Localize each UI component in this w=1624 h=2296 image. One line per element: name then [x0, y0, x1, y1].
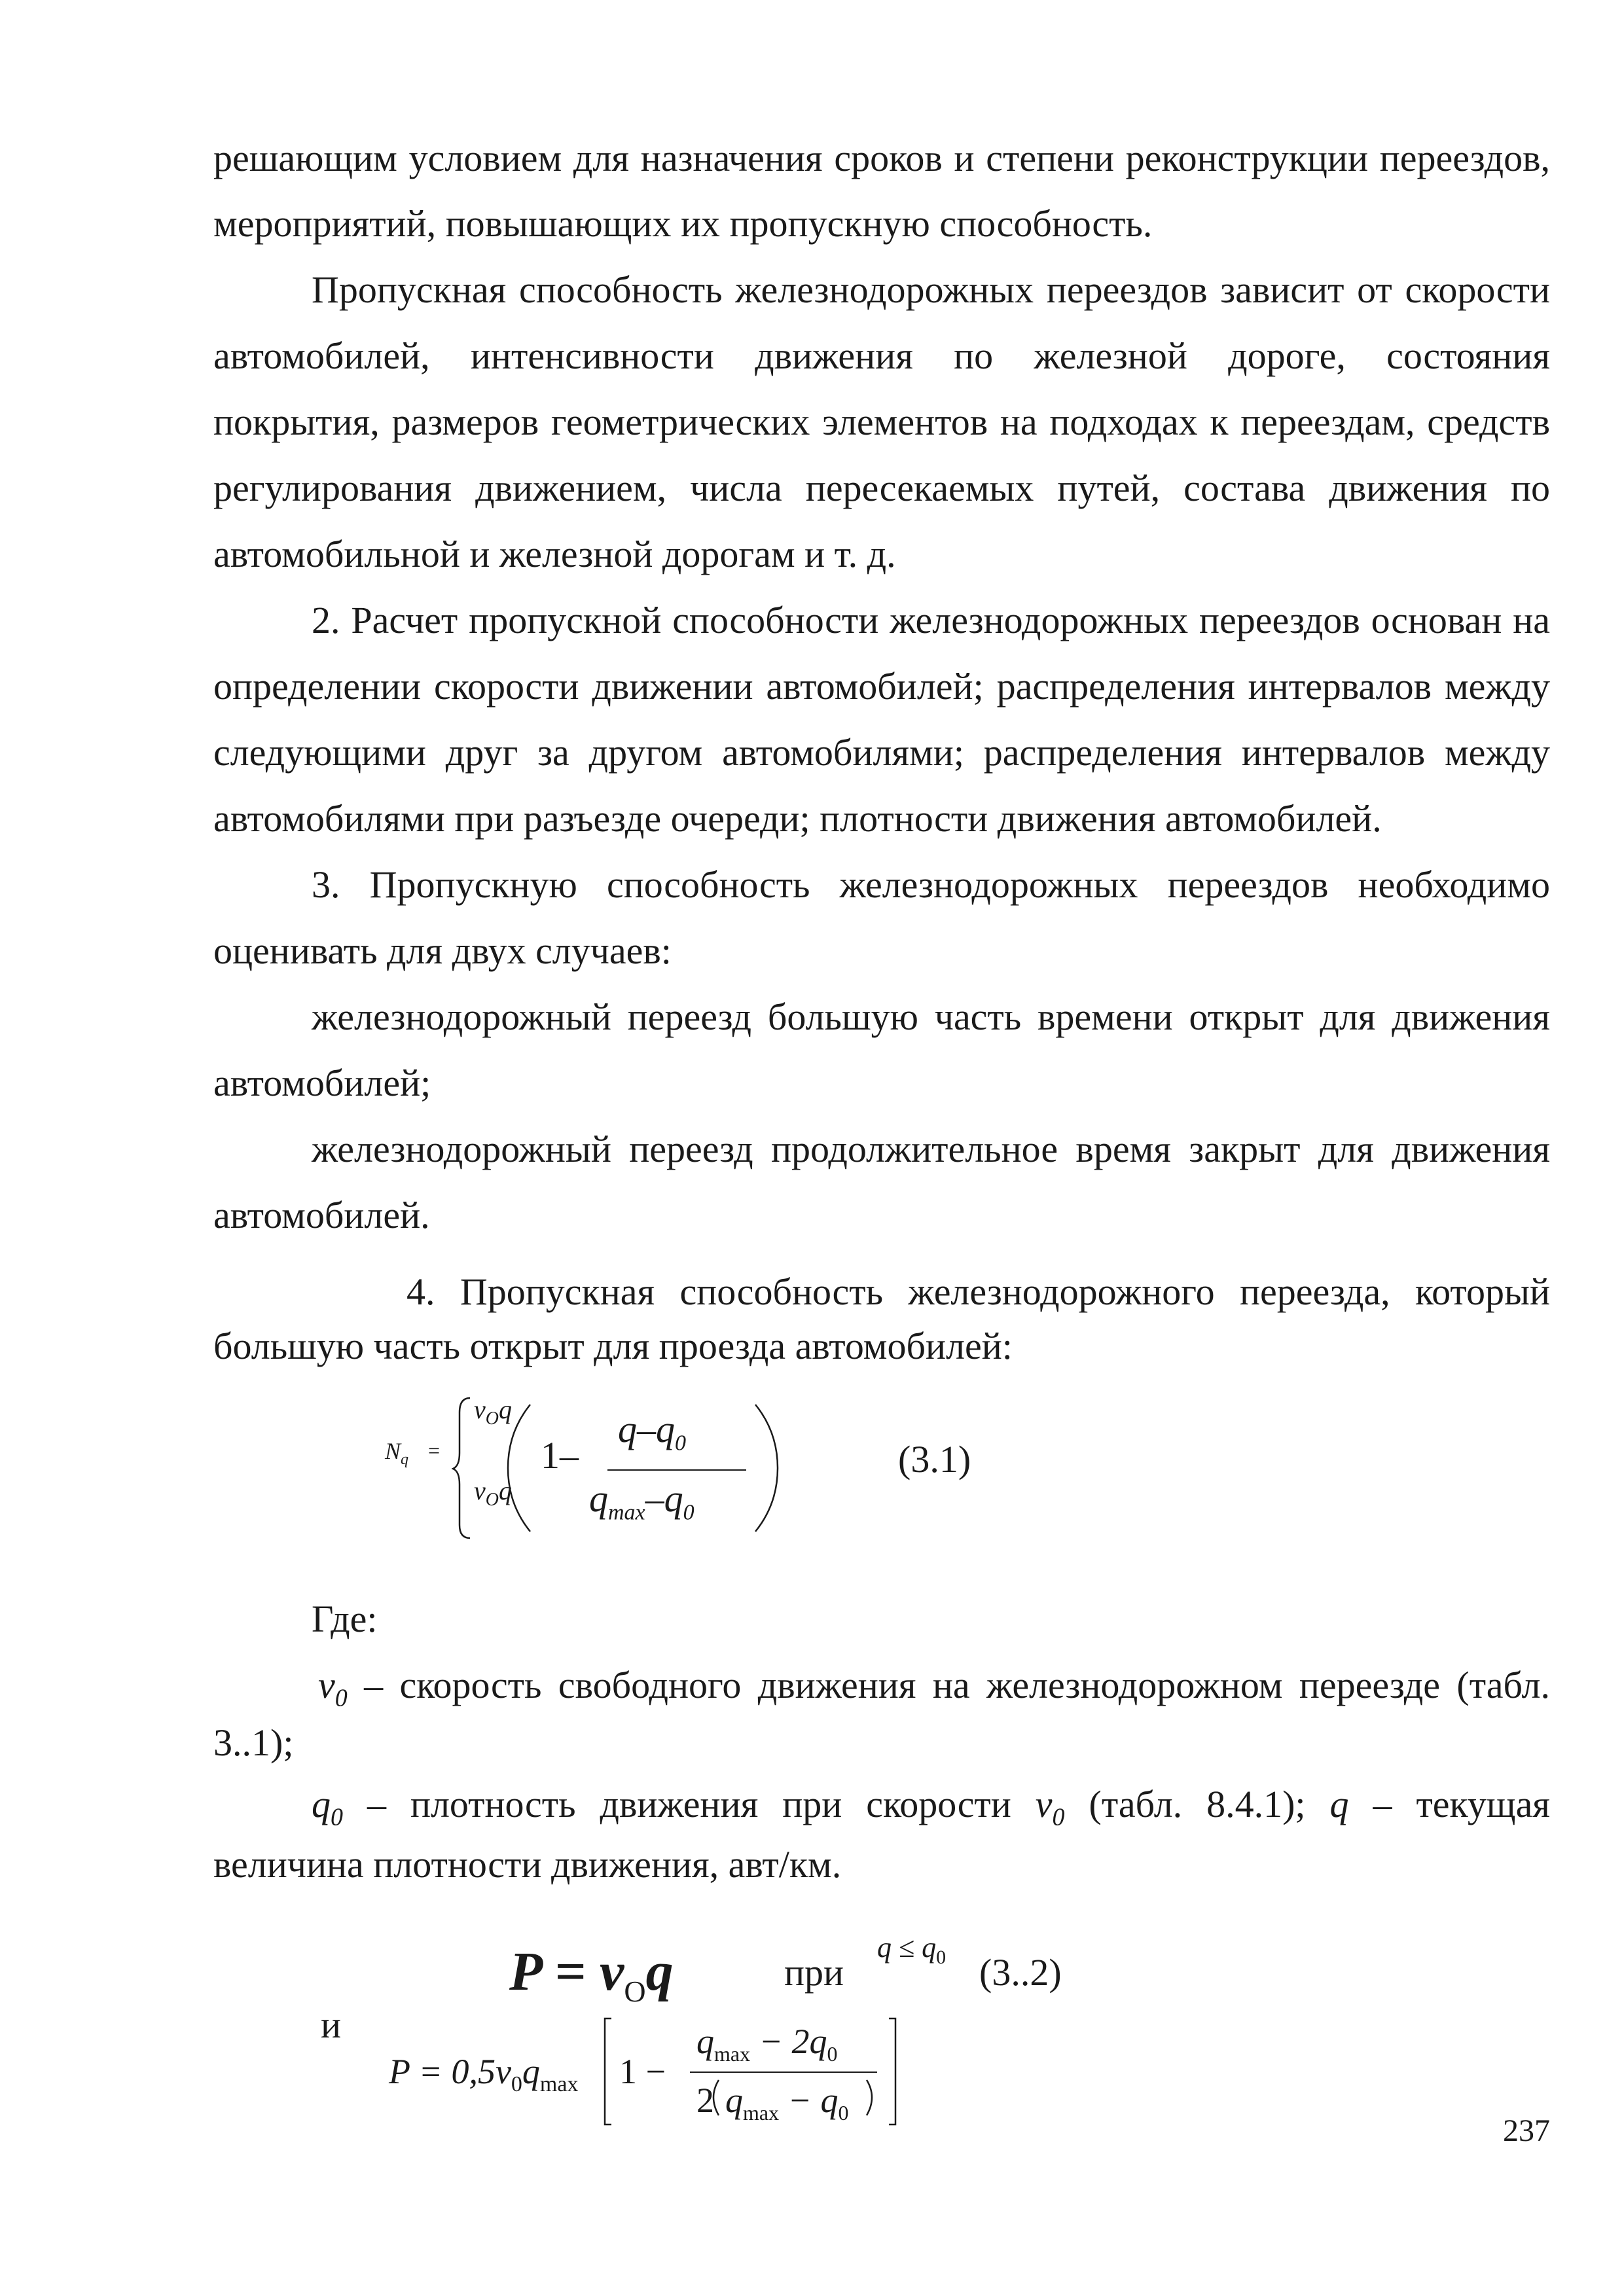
text-line: автомобильной и железной дорогам и т. д. [213, 533, 896, 575]
text-line: железнодорожный переезд большую часть времени открыт для движения [312, 996, 1550, 1038]
text-line: автомобилями при разъезде очереди; плотности движения автомобилей. [213, 797, 1382, 840]
and-word: и [321, 2003, 342, 2046]
text-line: регулирования движением, числа пересекаемых путей, состава движения по [213, 467, 1550, 509]
text-line: покрытия, размеров геометрических элементов на подходах к переездам, средств [213, 401, 1550, 443]
text-line: 4. Пропускная способность железнодорожного переезда, который [406, 1270, 1550, 1313]
formula-denominator: $q_{max} - q_0$ [725, 2081, 849, 2125]
text-line: большую часть открыт для проезда автомобилей: [213, 1325, 1013, 1367]
formula-main: $P = v_Oq$ [509, 1941, 674, 2008]
text-line: 3. Пропускную способность железнодорожных переездов необходимо [312, 863, 1550, 906]
formula-one-minus: 1– [541, 1434, 579, 1477]
formula-numerator: $q-q_0$ [618, 1408, 686, 1456]
text-line: 2. Расчет пропускной способности железнодорожных переездов основан на [312, 599, 1550, 641]
formula-eq: = [428, 1439, 441, 1462]
text-line: определении скорости движении автомобилей; распределения интервалов между [213, 665, 1550, 708]
v0-definition: $v_0$ – скорость свободного движения на железнодорожном переезде (табл. [318, 1664, 1550, 1712]
text-line: автомобилей. [213, 1194, 430, 1236]
formula-condition: $q \le q_0$ [877, 1931, 947, 1968]
text-line: Пропускная способность железнодорожных переездов зависит от скорости [312, 268, 1550, 311]
text-line: железнодорожный переезд продолжительное время закрыт для движения [312, 1128, 1550, 1170]
formula-denominator-two: 2 [696, 2081, 714, 2120]
text-line: автомобилей, интенсивности движения по железной дороге, состояния [213, 334, 1550, 377]
formula-row1: $v_Oq$ [474, 1395, 512, 1429]
text-line: следующими друг за другом автомобилями; распределения интервалов между [213, 731, 1550, 774]
formula-row2: $v_Oq$ [474, 1476, 512, 1510]
formula-lhs: $P = 0,5v_0q_{max}$ [389, 2052, 579, 2096]
text-line: решающим условием для назначения сроков и степени реконструкции переездов, [213, 137, 1550, 179]
formula-numerator: $q_{max} - 2q_0$ [696, 2022, 838, 2066]
text-line: оценивать для двух случаев: [213, 929, 672, 972]
formula-label: (3.1) [898, 1438, 971, 1480]
text-line: 3..1); [213, 1721, 294, 1764]
text-line: автомобилей; [213, 1062, 431, 1104]
text-line: мероприятий, повышающих их пропускную способность. [213, 202, 1153, 245]
formula-label: (3..2) [979, 1951, 1062, 1994]
formula-denominator: $q_{max}-q_0$ [589, 1477, 695, 1525]
q0-definition: $q_0$ – плотность движения при скорости $v_0$ (табл. 8.4.1); q – текущая [312, 1783, 1550, 1831]
text-line: величина плотности движения, авт/км. [213, 1843, 842, 1886]
page-number: 237 [1503, 2113, 1550, 2148]
formula-condition-word: при [784, 1951, 844, 1994]
formula-lhs: $N_q$ [385, 1438, 409, 1469]
where-title: Где: [312, 1598, 378, 1640]
formula-one-minus: 1 − [619, 2052, 666, 2091]
